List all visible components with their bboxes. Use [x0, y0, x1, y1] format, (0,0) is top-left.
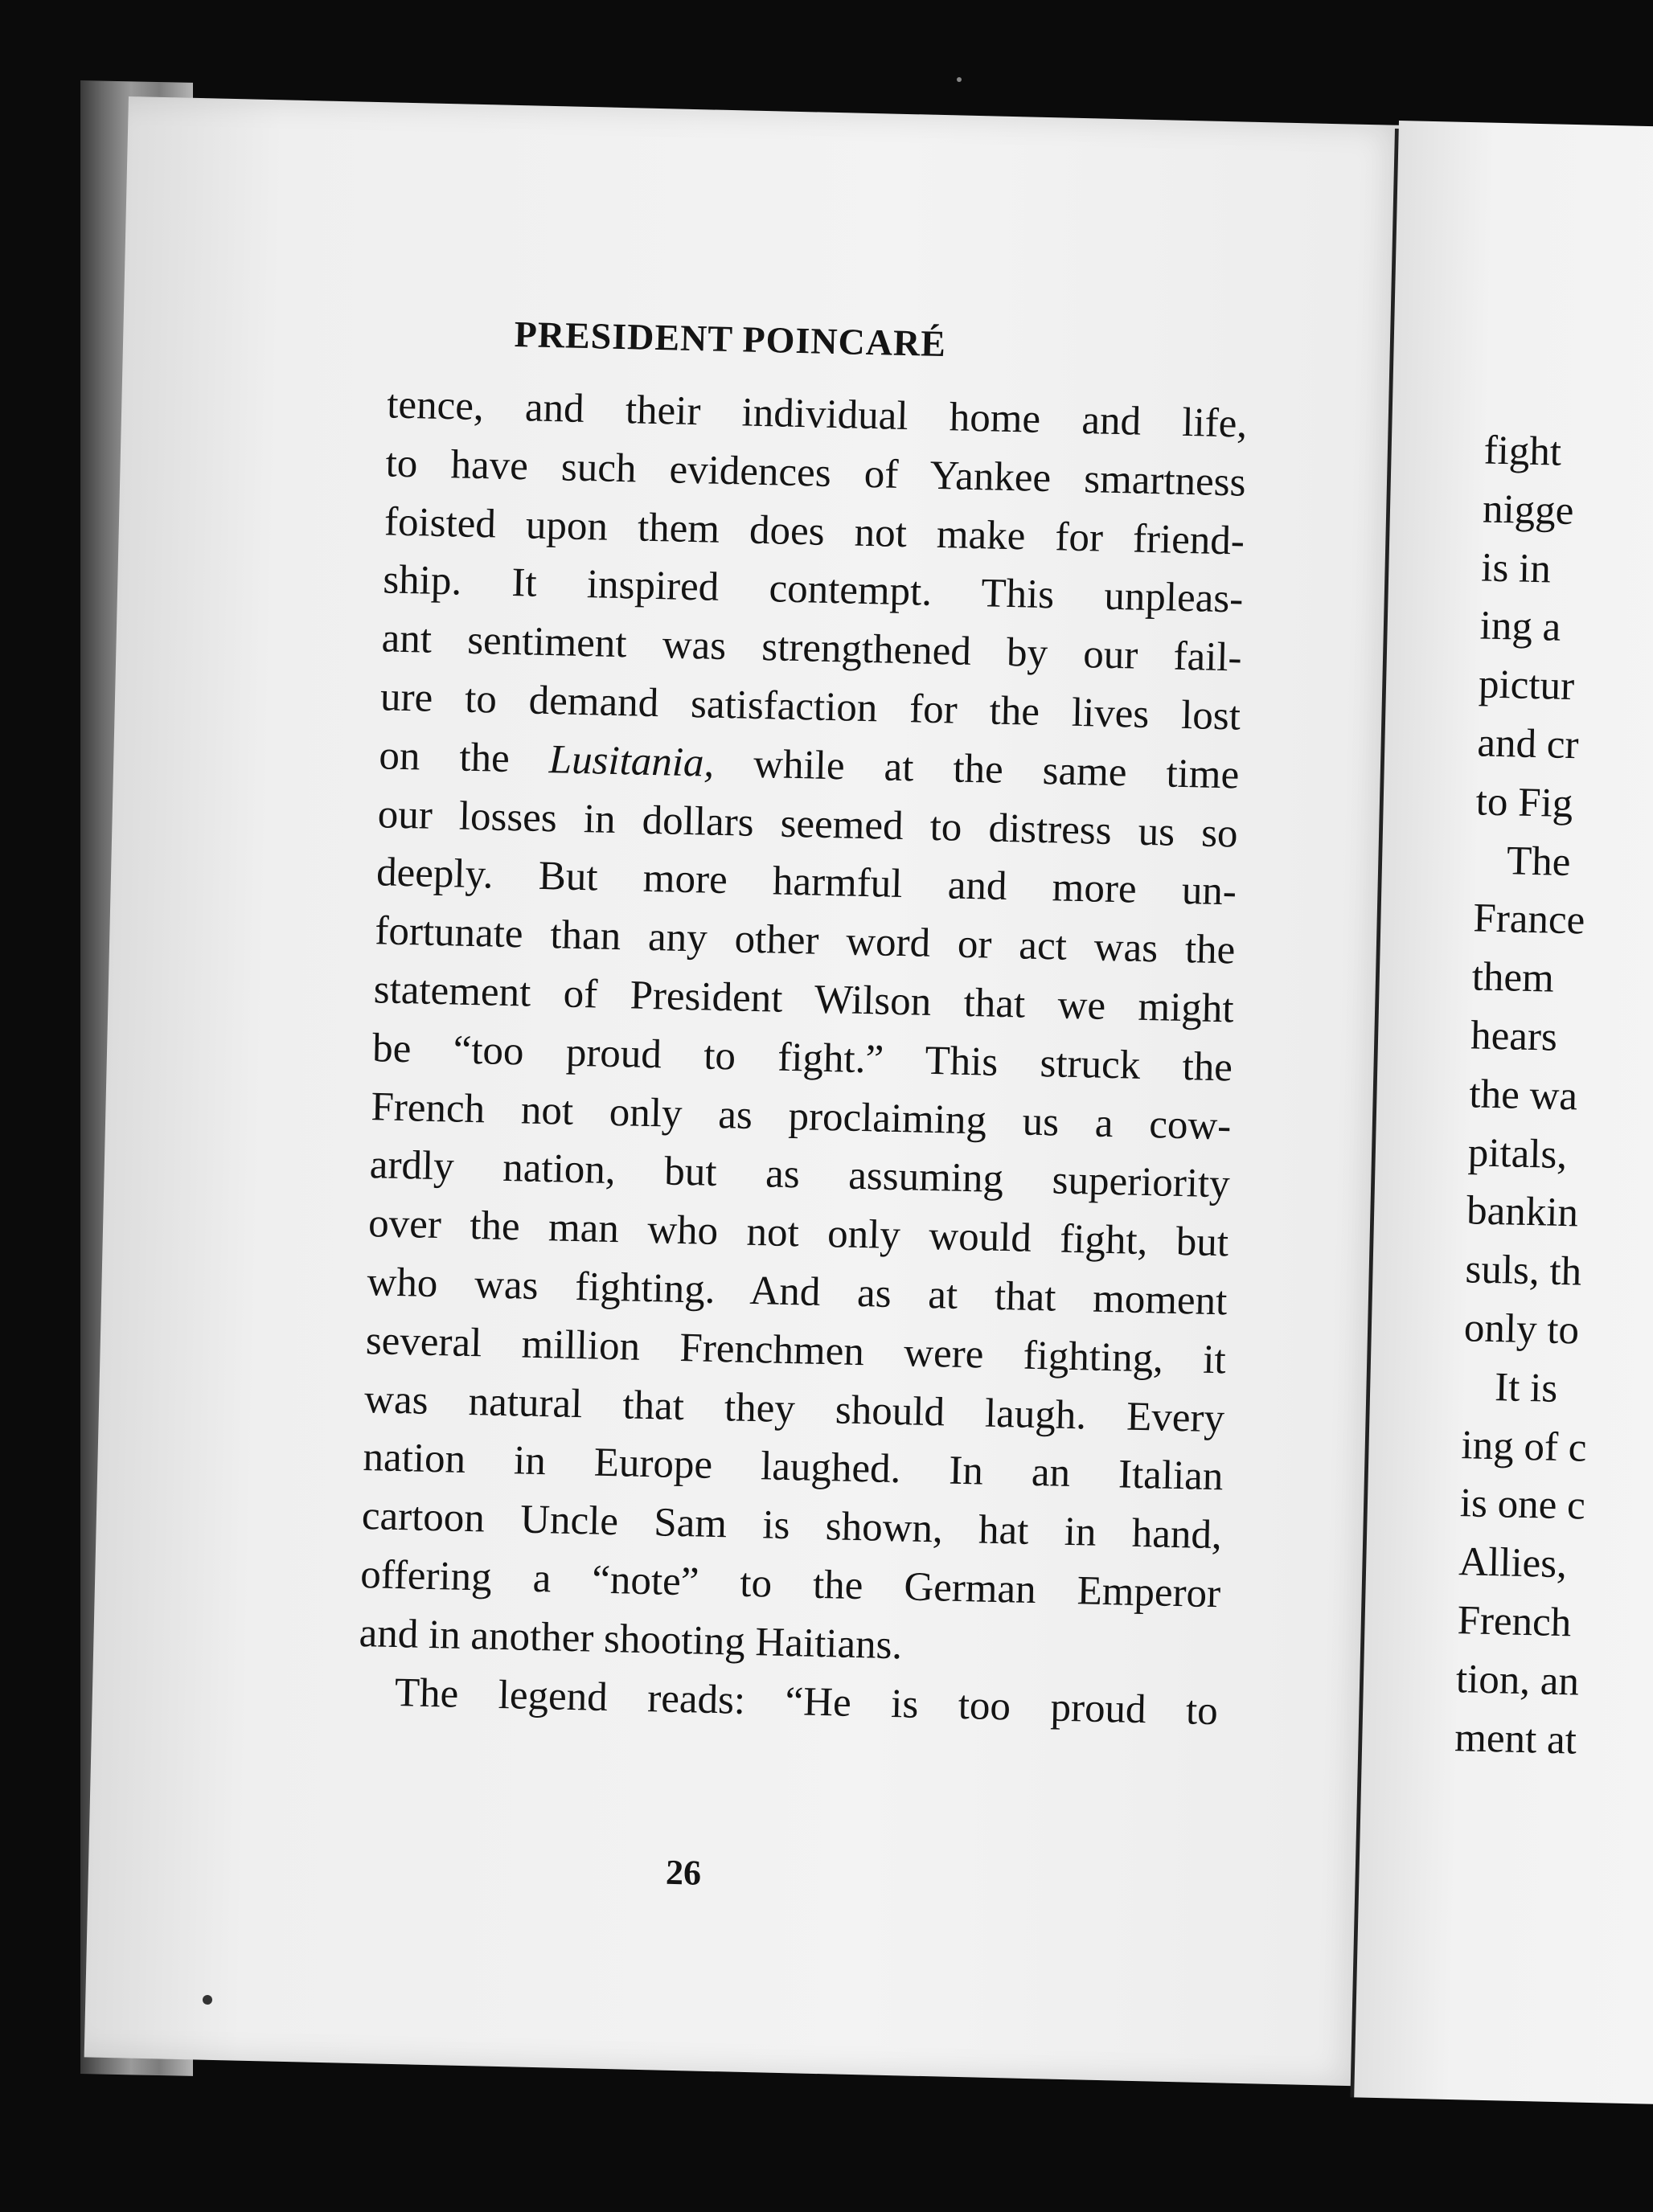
right-page-text	[1454, 422, 1653, 1775]
text-line: several million Frenchmen were fighting, it	[365, 1317, 1227, 1383]
text-line: offering a “note” to the German Emperor	[359, 1551, 1221, 1617]
text-line: bankin	[1466, 1188, 1579, 1236]
text-line: nation in Europe laughed. In an Italian	[363, 1435, 1224, 1500]
text-line: ing of c	[1461, 1422, 1588, 1471]
text-line: to Fig	[1475, 779, 1573, 826]
text-line: The legend reads: “He is too proud to	[394, 1669, 1219, 1734]
ship-name-italic: Lusitania,	[548, 736, 715, 786]
text-line: statement of President Wilson that we might	[373, 967, 1235, 1032]
text-line: ure to demand satisfaction for the lives lost	[379, 674, 1241, 739]
text-line: foisted upon them does not make for friend-	[384, 498, 1245, 564]
text-line: pitals,	[1467, 1129, 1568, 1178]
text-line: deeply. But more harmful and more un-	[375, 850, 1237, 915]
dust-speck	[957, 77, 962, 82]
text-line: It is	[1494, 1364, 1558, 1411]
text-line: our losses in dollars seemed to distress us so	[377, 791, 1239, 857]
text-line: them	[1471, 954, 1555, 1002]
running-head: PRESIDENT POINCARÉ	[514, 313, 947, 365]
text-line: nigge	[1482, 486, 1574, 534]
text-line: cartoon Uncle Sam is shown, hat in hand,	[361, 1493, 1223, 1559]
text-line: tence, and their individual home and life,	[386, 382, 1248, 447]
text-line: and in another shooting Haitians.	[359, 1610, 903, 1669]
text-line: fortunate than any other word or act was the	[374, 908, 1236, 973]
text-fragment: on the	[378, 733, 550, 782]
body-text	[357, 375, 1248, 1740]
text-line: ant sentiment was strengthened by our fail-	[381, 616, 1243, 681]
text-line: be “too proud to fight.” This struck the	[371, 1025, 1233, 1091]
text-line: is one c	[1459, 1481, 1586, 1530]
text-line: pictur	[1478, 662, 1575, 710]
text-line: French	[1457, 1598, 1572, 1646]
text-line: ship. It inspired contempt. This unpleas-	[382, 557, 1244, 622]
page-number: 26	[665, 1852, 702, 1893]
text-line: is in	[1480, 545, 1552, 592]
text-fragment: while at the same time	[713, 740, 1240, 798]
text-line: ment at	[1454, 1714, 1577, 1763]
text-line: tion, an	[1455, 1656, 1580, 1705]
text-line: fight	[1483, 428, 1562, 475]
text-line: over the man who not only would fight, but	[367, 1201, 1229, 1266]
text-line: and cr	[1476, 720, 1580, 768]
text-line: ing a	[1479, 603, 1561, 651]
text-line: the wa	[1468, 1071, 1578, 1120]
text-line: French not only as proclaiming us a cow-	[370, 1083, 1232, 1149]
text-line: who was fighting. And as at that moment	[366, 1260, 1228, 1325]
text-line: to have such evidences of Yankee smartness	[385, 440, 1247, 506]
left-page	[84, 96, 1415, 2087]
text-line: France	[1472, 895, 1585, 944]
text-line: ardly nation, but as assuming superiority	[369, 1142, 1231, 1207]
text-line: only to	[1463, 1305, 1580, 1354]
text-line: The	[1506, 838, 1572, 885]
text-line: Allies,	[1458, 1539, 1568, 1587]
text-line: suls, th	[1464, 1247, 1582, 1295]
text-line: hears	[1470, 1013, 1558, 1060]
dust-speck	[203, 1995, 212, 2005]
right-page	[1354, 121, 1653, 2104]
text-line: was natural that they should laugh. Every	[363, 1376, 1225, 1441]
